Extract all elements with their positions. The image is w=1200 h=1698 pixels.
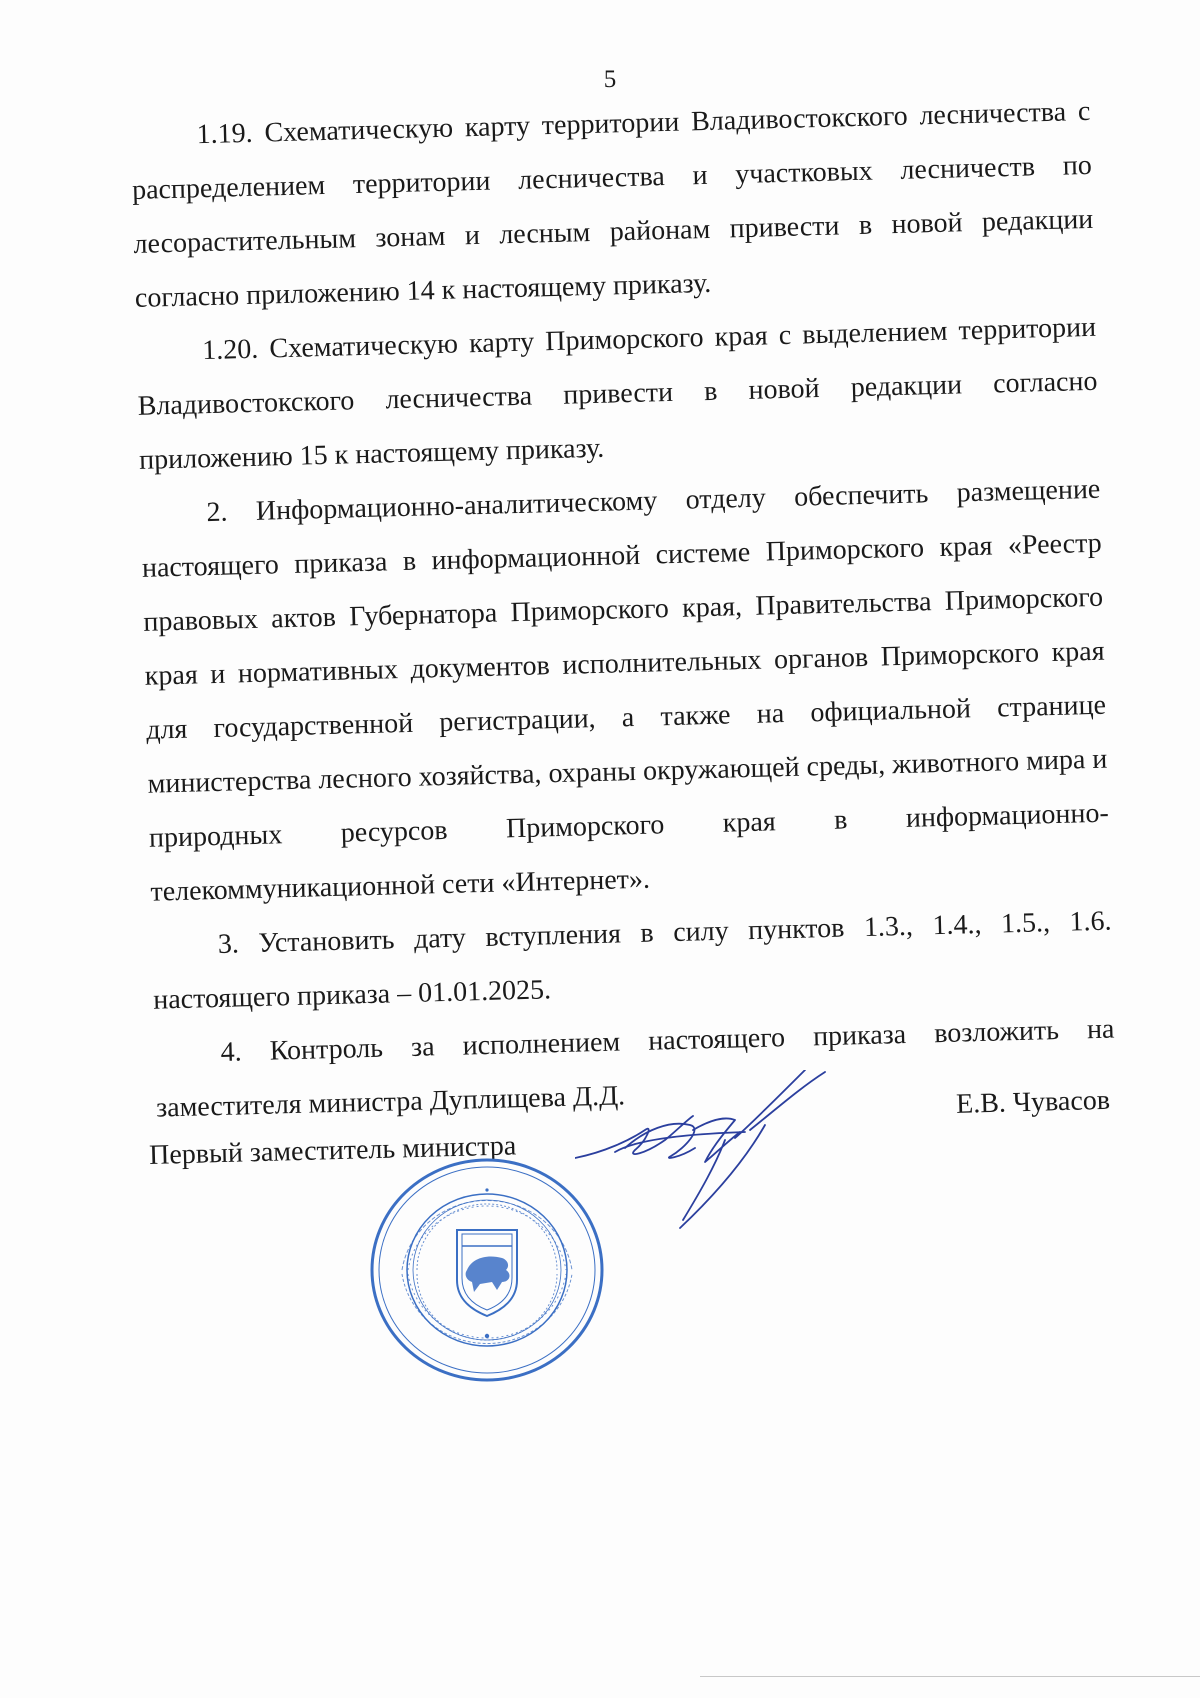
paragraph-1-20: 1.20. Схематическую карту Приморского края с выделением территории Владивостокского лесничества привести в новой редакции согласно приложению 15 к настоящему приказу. — [137, 311, 1098, 476]
paragraph-1-19: 1.19. Схематическую карту территории Владивостокского лесничества с распределением территории лесничества и участковых лесничеств по лесорастительным зонам и лесным районам привести в новой редакции согласно приложению 14 к настоящему приказу. — [131, 95, 1094, 314]
bottom-rule — [700, 1676, 1200, 1677]
handwritten-signature — [575, 1070, 845, 1230]
document-body — [130, 85, 1117, 1136]
page-number: 5 — [603, 66, 617, 93]
official-stamp — [362, 1150, 612, 1390]
paragraph-3: 3. Установить дату вступления в силу пунктов 1.3., 1.4., 1.5., 1.6. настоящего приказа – 01.01.2025. — [152, 905, 1112, 1016]
paragraph-4: 4. Контроль за исполнением настоящего приказа возложить на заместителя министра Дуплищева Д.Д. — [155, 1013, 1115, 1124]
signer-name: Е.В. Чувасов — [955, 1084, 1111, 1120]
paragraph-2: 2. Информационно-аналитическому отделу обеспечить размещение настоящего приказа в информационной системе Приморского края «Реестр правовых актов Губернатора Приморского края, Правительства Приморского края и нормативных документов исполнительных органов Приморского края для государственной регистрации, а также на официальной странице министерства лесного хозяйства, охраны окружающей среды, животного мира и природных ресурсов Приморского края в информационно-телекоммуникационной сети «Интернет». — [141, 473, 1110, 908]
signer-title: Первый заместитель министра — [148, 1130, 517, 1171]
